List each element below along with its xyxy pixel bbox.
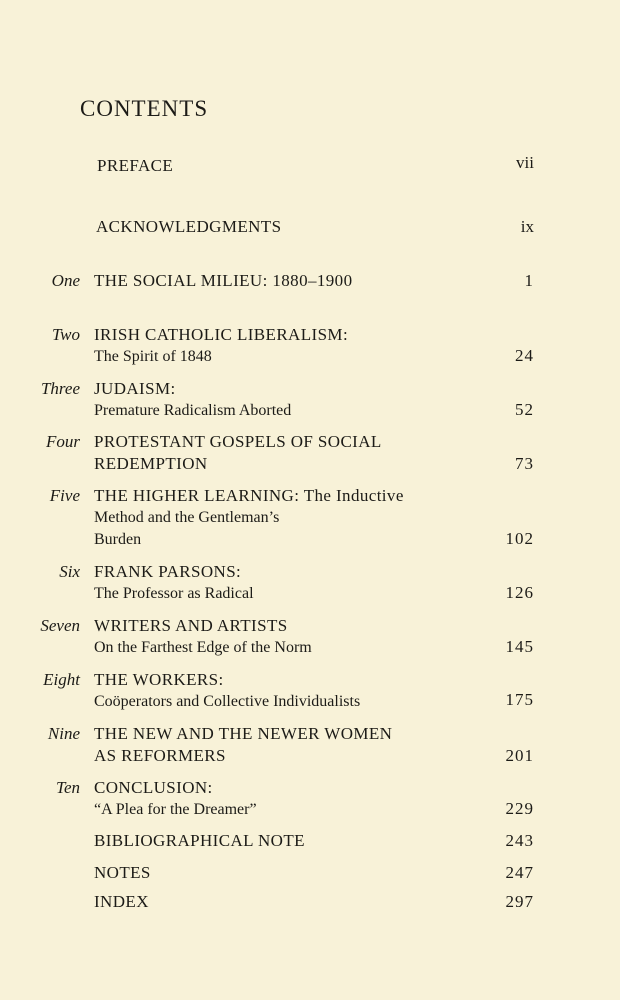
chapter-title-line1: FRANK PARSONS: <box>94 562 242 581</box>
chapter-title-line1: PROTESTANT GOSPELS OF SOCIAL <box>94 432 382 451</box>
chapter-number: Nine <box>47 724 80 743</box>
chapter-title <box>94 777 484 821</box>
chapter-title <box>94 485 484 551</box>
chapter-number: Six <box>59 562 80 581</box>
page-number: 73 <box>515 454 534 473</box>
chapter-title <box>94 270 484 292</box>
chapter-number: Three <box>40 379 80 398</box>
page-number: 175 <box>505 690 534 709</box>
chapter-number: Two <box>51 325 80 344</box>
chapter-title-line1: NOTES <box>94 863 151 882</box>
chapter-title-line1: THE HIGHER LEARNING: The Inductive <box>94 486 404 505</box>
page-number: 243 <box>505 831 534 850</box>
chapter-title <box>97 155 487 177</box>
chapter-title <box>94 891 484 913</box>
chapter-number: One <box>51 271 80 290</box>
page-number: ix <box>520 217 534 236</box>
contents-heading: CONTENTS <box>80 96 209 121</box>
chapter-title-line2: AS REFORMERS <box>94 746 226 765</box>
chapter-title-line2: Method and the Gentleman’s <box>94 509 280 526</box>
chapter-title <box>94 723 484 767</box>
chapter-title-line2: Coöperators and Collective Individualists <box>94 693 361 710</box>
chapter-number: Seven <box>40 616 80 635</box>
page-number: 52 <box>515 400 534 419</box>
chapter-title-line1: ACKNOWLEDGMENTS <box>96 217 282 236</box>
page-number: 102 <box>505 529 534 548</box>
chapter-number: Ten <box>56 778 80 797</box>
chapter-number: Four <box>46 432 80 451</box>
page-number: 201 <box>505 746 534 765</box>
chapter-title-line2: The Professor as Radical <box>94 585 254 602</box>
page-number: vii <box>516 153 534 172</box>
chapter-title-line1: JUDAISM: <box>94 379 176 398</box>
chapter-title-line1: THE SOCIAL MILIEU: 1880–1900 <box>94 271 353 290</box>
page-number: 126 <box>505 583 534 602</box>
chapter-title-line1: THE WORKERS: <box>94 670 224 689</box>
chapter-title <box>94 431 484 475</box>
chapter-title <box>96 216 486 238</box>
chapter-number: Eight <box>43 670 80 689</box>
chapter-title-line1: BIBLIOGRAPHICAL NOTE <box>94 831 305 850</box>
page-number: 24 <box>515 346 534 365</box>
chapter-title <box>94 862 484 884</box>
page-number: 145 <box>505 637 534 656</box>
chapter-title <box>94 324 484 368</box>
page-number: 1 <box>524 271 534 290</box>
chapter-title <box>94 378 484 422</box>
chapter-title-line2: The Spirit of 1848 <box>94 348 212 365</box>
chapter-title-line2: “A Plea for the Dreamer” <box>94 801 257 818</box>
chapter-title-line1: IRISH CATHOLIC LIBERALISM: <box>94 325 349 344</box>
chapter-title-line1: INDEX <box>94 892 149 911</box>
chapter-title <box>94 669 484 713</box>
page-number: 297 <box>505 892 534 911</box>
chapter-number: Five <box>49 486 80 505</box>
chapter-title-line3: Burden <box>94 531 142 548</box>
chapter-title-line1: THE NEW AND THE NEWER WOMEN <box>94 724 393 743</box>
page-number: 229 <box>505 799 534 818</box>
chapter-title-line1: PREFACE <box>97 156 174 175</box>
chapter-title <box>94 830 484 852</box>
chapter-title-line1: CONCLUSION: <box>94 778 213 797</box>
chapter-title-line2: On the Farthest Edge of the Norm <box>94 639 312 656</box>
chapter-title <box>94 615 484 659</box>
chapter-title-line2: REDEMPTION <box>94 454 208 473</box>
page-number: 247 <box>505 863 534 882</box>
chapter-title-line1: WRITERS AND ARTISTS <box>94 616 288 635</box>
chapter-title <box>94 561 484 605</box>
chapter-title-line2: Premature Radicalism Aborted <box>94 402 292 419</box>
